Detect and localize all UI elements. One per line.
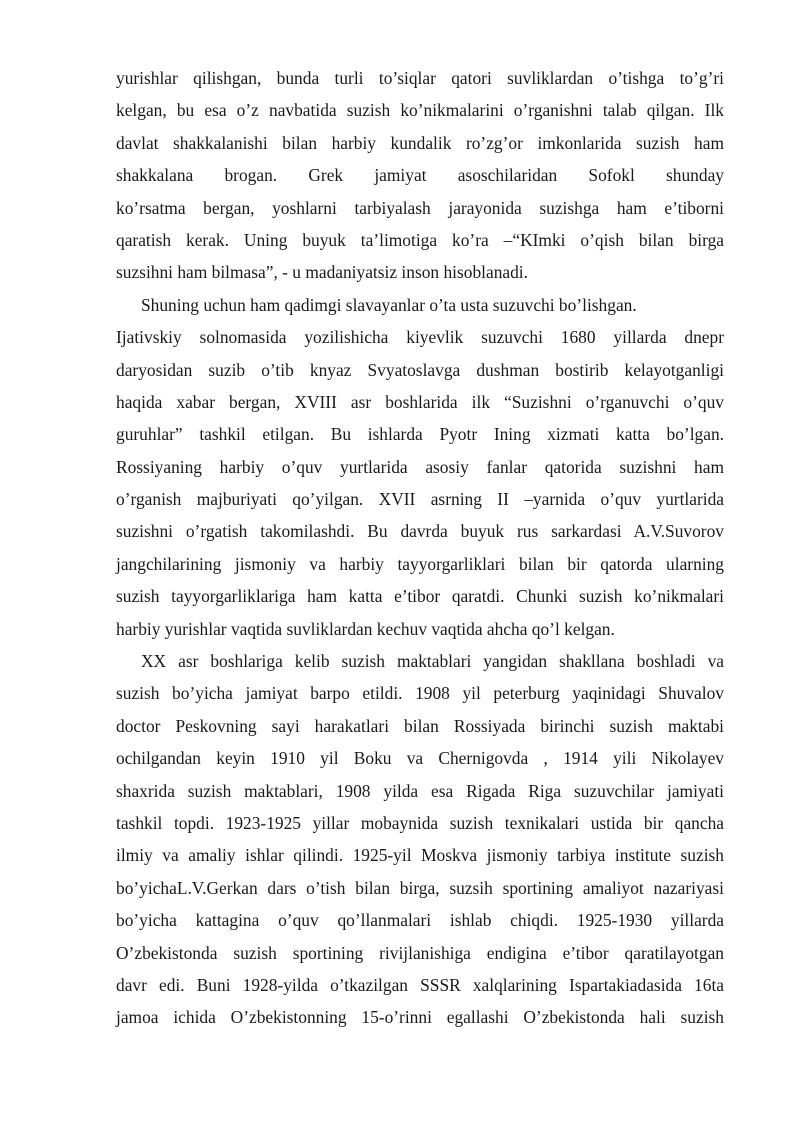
text-line: suzish tayyorgarliklariga ham katta e’tibor qaratdi. Chunki suzish ko’nikmalari [116,586,724,607]
text-line: tashkil topdi. 1923-1925 yillar mobaynida suzish texnikalari ustida bir qancha [116,812,724,833]
text-line: kelgan, bu esa o’z navbatida suzish ko’nikmalarini o’rganishni talab qilgan. Ilk [116,100,724,121]
text-line: harbiy yurishlar vaqtida suvliklardan kechuv vaqtida ahcha qo’l kelgan. [116,618,615,639]
text-line: daryosidan suzib o’tib knyaz Svyatoslavga dushman bostirib kelayotganligi [116,359,724,380]
text-line: davr edi. Buni 1928-yilda o’tkazilgan SSSR xalqlarining Ispartakiadasida 16ta [116,974,724,995]
text-line: shaxrida suzish maktablari, 1908 yilda esa Rigada Riga suzuvchilar jamiyati [116,780,724,801]
text-line: shakkalana brogan. Grek jamiyat asoschilaridan Sofokl shunday [116,165,724,186]
text-line: jamoa ichida O’zbekistonning 15-o’rinni egallashi O’zbekistonda hali suzish [116,1007,724,1028]
paragraph-start-line: XX asr boshlariga kelib suzish maktablari yangidan shakllana boshladi va [141,651,724,672]
text-line: jangchilarining jismoniy va harbiy tayyorgarliklari bilan bir qatorda ularning [116,553,724,574]
document-body [116,62,724,1034]
text-line: suzish bo’yicha jamiyat barpo etildi. 1908 yil peterburg yaqinidagi Shuvalov [116,683,724,704]
text-line: davlat shakkalanishi bilan harbiy kundalik ro’zg’or imkonlarida suzish ham [116,132,724,153]
text-line: ko’rsatma bergan, yoshlarni tarbiyalash jarayonida suzishga ham e’tiborni [116,197,724,218]
text-line: bo’yicha kattagina o’quv qo’llanmalari ishlab chiqdi. 1925-1930 yillarda [116,910,724,931]
text-line: suzishni o’rgatish takomilashdi. Bu davrda buyuk rus sarkardasi A.V.Suvorov [116,521,724,542]
text-line: o’rganish majburiyati qo’yilgan. XVII asrning II –yarnida o’quv yurtlarida [116,489,724,510]
text-line: haqida xabar bergan, XVIII asr boshlarida ilk “Suzishni o’rganuvchi o’quv [116,391,724,412]
text-line: bo’yichaL.V.Gerkan dars o’tish bilan birga, suzsih sportining amaliyot nazariyasi [116,877,724,898]
text-line: doctor Peskovning sayi harakatlari bilan Rossiyada birinchi suzish maktabi [116,715,724,736]
text-line: O’zbekistonda suzish sportining rivijlanishiga endigina e’tibor qaratilayotgan [116,942,724,963]
text-line: Ijativskiy solnomasida yozilishicha kiyevlik suzuvchi 1680 yillarda dnepr [116,327,724,348]
text-line: ochilgandan keyin 1910 yil Boku va Chernigovda , 1914 yili Nikolayev [116,748,724,769]
text-line: qaratish kerak. Uning buyuk ta’limotiga ko’ra –“KImki o’qish bilan birga [116,229,724,250]
text-line: yurishlar qilishgan, bunda turli to’siqlar qatori suvliklardan o’tishga to’g’ri [116,68,724,88]
text-line: Rossiyaning harbiy o’quv yurtlarida asosiy fanlar qatorida suzishni ham [116,456,724,477]
paragraph-start-line: Shuning uchun ham qadimgi slavayanlar o’ta usta suzuvchi bo’lishgan. [141,294,637,315]
text-line: guruhlar” tashkil etilgan. Bu ishlarda Pyotr Ining xizmati katta bo’lgan. [116,424,724,445]
text-line: ilmiy va amaliy ishlar qilindi. 1925-yil Moskva jismoniy tarbiya institute suzish [116,845,724,866]
text-line: suzsihni ham bilmasa”, - u madaniyatsiz inson hisoblanadi. [116,262,528,283]
